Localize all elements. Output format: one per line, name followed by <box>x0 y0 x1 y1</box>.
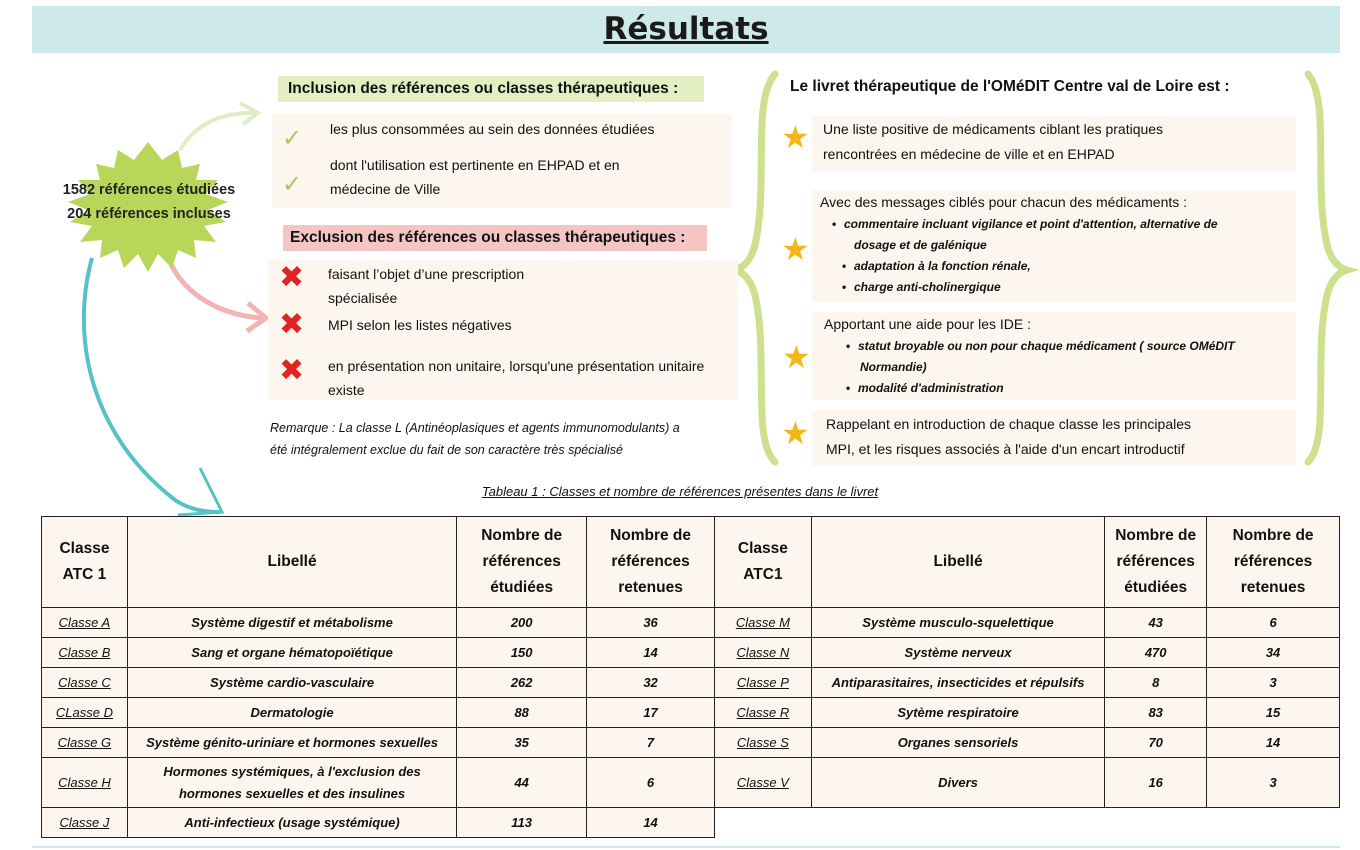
left-brace-icon <box>735 74 775 462</box>
table-row <box>42 758 715 808</box>
col-header-classe-line2: ATC1 <box>743 566 783 583</box>
classe-cell: Classe N <box>715 638 812 668</box>
col-header-retenues-line1: Nombre de <box>1232 527 1314 544</box>
retenues-cell: 14 <box>1207 728 1340 758</box>
table-header-row <box>42 517 715 608</box>
arrow-to-exclusion-icon <box>170 262 262 318</box>
etudiees-cell: 200 <box>457 608 587 638</box>
classe-cell: Classe V <box>715 758 812 808</box>
col-header-retenues <box>1207 517 1340 608</box>
retenues-cell: 6 <box>1207 608 1340 638</box>
col-header-classe <box>42 517 128 608</box>
inclusion-item-2-line1: dont l'utilisation est pertinente en EHPAD et en <box>330 157 620 173</box>
burst-line2: 204 références incluses <box>67 206 231 222</box>
col-header-etudiees-line3: étudiées <box>490 579 554 596</box>
retenues-cell: 3 <box>1207 668 1340 698</box>
col-header-retenues-line1: Nombre de <box>610 527 692 544</box>
table-left <box>41 516 715 838</box>
livret-box-4-text <box>826 412 1191 462</box>
bullet-icon: • <box>846 339 851 353</box>
exclusion-item-3-line1: en présentation non unitaire, lorsqu'une présentation unitaire <box>328 358 705 374</box>
classe-cell: Classe A <box>42 608 128 638</box>
retenues-cell: 34 <box>1207 638 1340 668</box>
col-header-classe-line1: Classe <box>59 540 110 557</box>
retenues-cell: 14 <box>587 638 715 668</box>
col-header-retenues-line2: références <box>611 553 690 570</box>
libelle-cell: Système musculo-squelettique <box>811 608 1104 638</box>
retenues-cell: 17 <box>587 698 715 728</box>
livret-box-3-bullet-2 <box>824 378 1296 399</box>
etudiees-cell: 44 <box>457 758 587 808</box>
table-row <box>715 638 1340 668</box>
livret-box-2-bullet-1-line1: commentaire incluant vigilance et point d'attention, alternative de <box>844 217 1218 231</box>
livret-box-2-bullet-2 <box>820 256 1296 277</box>
right-brace-icon <box>1308 74 1347 462</box>
burst-label <box>40 178 258 226</box>
livret-box-3-heading: Apportant une aide pour les IDE : <box>824 316 1032 332</box>
table-right <box>714 516 1340 808</box>
livret-box-1-line1: Une liste positive de médicaments ciblant les pratiques <box>823 121 1164 137</box>
livret-box-2-bullet-3-text: charge anti-cholinergique <box>854 280 1001 294</box>
livret-title: Le livret thérapeutique de l'OMéDIT Centre val de Loire est : <box>790 78 1230 95</box>
table-caption: Tableau 1 : Classes et nombre de références présentes dans le livret <box>481 484 879 499</box>
table-row <box>715 668 1340 698</box>
exclusion-item-2: MPI selon les listes négatives <box>328 317 512 333</box>
livret-box-2-bullet-2-text: adaptation à la fonction rénale, <box>854 259 1031 273</box>
col-header-classe-line1: Classe <box>737 540 788 557</box>
classe-cell: Classe C <box>42 668 128 698</box>
classe-cell: Classe H <box>42 758 128 808</box>
table-row <box>715 698 1340 728</box>
libelle-cell: Divers <box>811 758 1104 808</box>
exclusion-item-3-line2: existe <box>328 382 365 398</box>
inclusion-item-2 <box>330 153 620 201</box>
livret-box-3-bullet-2-text: modalité d'administration <box>858 381 1004 395</box>
livret-box-3-bullet-1 <box>824 336 1296 378</box>
col-header-retenues-line3: retenues <box>1240 579 1306 596</box>
etudiees-cell: 83 <box>1105 698 1207 728</box>
livret-box-2-bullet-1-line2: dosage et de galénique <box>854 238 987 252</box>
libelle-cell: Système nerveux <box>811 638 1104 668</box>
col-header-etudiees <box>457 517 587 608</box>
libelle-cell: Dermatologie <box>127 698 456 728</box>
cross-icon: ✖ <box>279 261 305 294</box>
libelle-cell: Sytème respiratoire <box>811 698 1104 728</box>
classe-cell: Classe P <box>715 668 812 698</box>
livret-box-3-bullet-1-line1: statut broyable ou non pour chaque médicament ( source OMéDIT <box>858 339 1235 353</box>
bullet-icon: • <box>846 381 851 395</box>
col-header-etudiees-line2: références <box>482 553 561 570</box>
col-header-etudiees <box>1105 517 1207 608</box>
col-header-etudiees-line3: étudiées <box>1124 579 1188 596</box>
table-row <box>42 698 715 728</box>
page-title: Résultats <box>603 11 769 47</box>
livret-box-2-content <box>820 190 1296 298</box>
exclusion-item-1-line1: faisant l’objet d’une prescription <box>328 266 525 282</box>
star-icon: ★ <box>782 339 811 375</box>
bullet-icon: • <box>842 280 847 294</box>
bullet-icon: • <box>832 217 837 231</box>
star-icon: ★ <box>781 119 810 155</box>
inclusion-item-2-line2: médecine de Ville <box>330 181 441 197</box>
etudiees-cell: 150 <box>457 638 587 668</box>
exclusion-heading: Exclusion des références ou classes thérapeutiques : <box>283 225 707 251</box>
classe-cell: Classe M <box>715 608 812 638</box>
exclusion-item-1-line2: spécialisée <box>328 290 398 306</box>
retenues-cell: 14 <box>587 808 715 838</box>
etudiees-cell: 113 <box>457 808 587 838</box>
libelle-cell: Système cardio-vasculaire <box>127 668 456 698</box>
col-header-etudiees-line1: Nombre de <box>1115 527 1197 544</box>
livret-box-1-text <box>823 117 1163 167</box>
libelle-cell: Système génito-uriniare et hormones sexuelles <box>127 728 456 758</box>
exclusion-item-1 <box>328 262 524 310</box>
table-row <box>42 808 715 838</box>
col-header-retenues <box>587 517 715 608</box>
bottom-divider <box>32 846 1340 848</box>
col-header-retenues-line2: références <box>1233 553 1313 570</box>
table-row <box>42 668 715 698</box>
classe-cell: Classe S <box>715 728 812 758</box>
livret-box-1-line2: rencontrées en médecine de ville et en EHPAD <box>823 146 1115 162</box>
table-row <box>42 638 715 668</box>
livret-box-4-line2: MPI, et les risques associés à l'aide d'un encart introductif <box>826 441 1185 457</box>
etudiees-cell: 262 <box>457 668 587 698</box>
table-row <box>715 608 1340 638</box>
classe-cell: Classe J <box>42 808 128 838</box>
remark <box>270 417 680 461</box>
classe-cell: CLasse D <box>42 698 128 728</box>
table-row <box>42 608 715 638</box>
libelle-cell-line1: Hormones systémiques, à l'exclusion des <box>163 763 421 779</box>
etudiees-cell: 8 <box>1105 668 1207 698</box>
col-header-retenues-line3: retenues <box>618 579 683 596</box>
libelle-cell: Sang et organe hématopoïétique <box>127 638 456 668</box>
livret-box-2-bullet-3 <box>820 277 1296 298</box>
col-header-libelle: Libellé <box>811 517 1104 608</box>
remark-line1: Remarque : La classe L (Antinéoplasiques et agents immunomodulants) a <box>270 421 680 435</box>
cross-icon: ✖ <box>279 308 305 341</box>
etudiees-cell: 470 <box>1105 638 1207 668</box>
etudiees-cell: 16 <box>1105 758 1207 808</box>
retenues-cell: 15 <box>1207 698 1340 728</box>
etudiees-cell: 43 <box>1105 608 1207 638</box>
retenues-cell: 7 <box>587 728 715 758</box>
classe-cell: Classe R <box>715 698 812 728</box>
etudiees-cell: 70 <box>1105 728 1207 758</box>
libelle-cell: Anti-infectieux (usage systémique) <box>127 808 456 838</box>
livret-box-4-line1: Rappelant en introduction de chaque classe les principales <box>826 416 1192 432</box>
star-icon: ★ <box>781 231 810 267</box>
retenues-cell: 6 <box>587 758 715 808</box>
col-header-libelle: Libellé <box>127 517 456 608</box>
retenues-cell: 32 <box>587 668 715 698</box>
remark-line2: été intégralement exclue du fait de son caractère très spécialisé <box>270 443 623 457</box>
libelle-cell: Système digestif et métabolisme <box>127 608 456 638</box>
libelle-cell <box>127 758 456 808</box>
libelle-cell-line2: hormones sexuelles et des insulines <box>178 785 406 801</box>
inclusion-item-1: les plus consommées au sein des données étudiées <box>330 121 655 137</box>
livret-box-3-content <box>824 312 1296 399</box>
table-row <box>715 758 1340 808</box>
star-icon: ★ <box>781 415 810 451</box>
retenues-cell: 36 <box>587 608 715 638</box>
col-header-classe-line2: ATC 1 <box>62 566 107 583</box>
inclusion-heading: Inclusion des références ou classes thérapeutiques : <box>278 76 704 102</box>
table-row <box>42 728 715 758</box>
table-row <box>715 728 1340 758</box>
livret-box-2-heading: Avec des messages ciblés pour chacun des médicaments : <box>820 194 1188 210</box>
arrow-to-inclusion-icon <box>180 113 255 150</box>
check-icon: ✓ <box>282 171 303 198</box>
classe-cell: Classe G <box>42 728 128 758</box>
libelle-cell: Organes sensoriels <box>811 728 1104 758</box>
col-header-classe <box>715 517 812 608</box>
bullet-icon: • <box>842 259 847 273</box>
livret-box-2-bullet-1 <box>820 214 1296 256</box>
check-icon: ✓ <box>282 125 303 152</box>
burst-line1: 1582 références étudiées <box>62 182 236 198</box>
exclusion-item-3 <box>328 354 704 402</box>
etudiees-cell: 35 <box>457 728 587 758</box>
libelle-cell: Antiparasitaires, insecticides et répulsifs <box>811 668 1104 698</box>
etudiees-cell: 88 <box>457 698 587 728</box>
col-header-etudiees-line2: références <box>1116 553 1195 570</box>
classe-cell: Classe B <box>42 638 128 668</box>
retenues-cell: 3 <box>1207 758 1340 808</box>
col-header-etudiees-line1: Nombre de <box>481 527 563 544</box>
cross-icon: ✖ <box>279 354 305 387</box>
table-header-row <box>715 517 1340 608</box>
livret-box-3-bullet-1-line2: Normandie) <box>860 360 927 374</box>
